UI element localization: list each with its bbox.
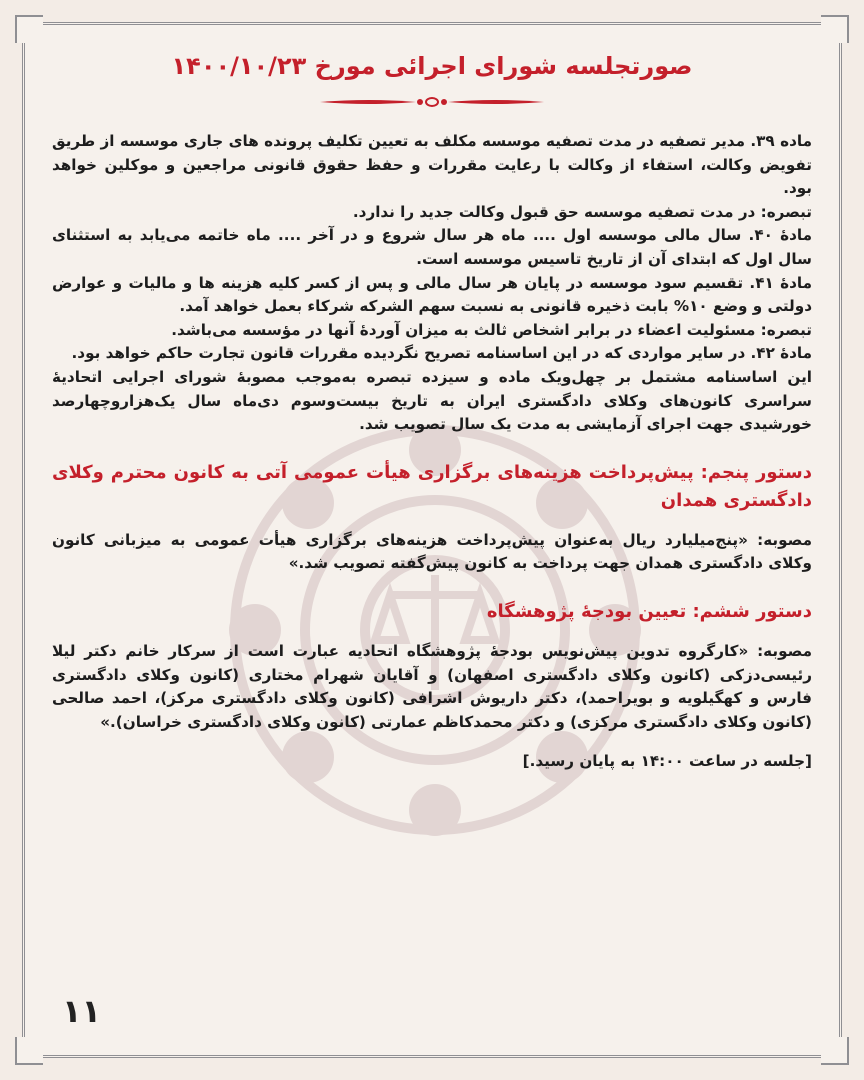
frame-corner (821, 15, 849, 43)
note-article-41: تبصره: مسئولیت اعضاء در برابر اشخاص ثالث به میزان آوردهٔ آنها در مؤسسه می‌باشد. (171, 320, 812, 339)
approval-statement: این اساسنامه مشتمل بر چهل‌ویک ماده و سیزده تبصره به‌موجب مصوبهٔ شورای اجرایی اتحادیهٔ سراسری کانون‌های وکلای دادگستری ایران به تاریخ بیست‌وسوم دی‌ماه سال یک‌هزاروچهارصد خورشیدی جهت اجرای آزمایشی به مدت یک سال تصویب شد. (52, 367, 812, 434)
agenda-5-heading: دستور پنجم: پیش‌پرداخت هزینه‌های برگزاری هیأت عمومی آتی به کانون محترم وکلای دادگستری همدان (52, 461, 812, 511)
page-number: ۱۱ (62, 992, 102, 1030)
page-title: صورتجلسه شورای اجرائی مورخ ۱۴۰۰/۱۰/۲۳ (171, 52, 693, 80)
article-39: ماده ۳۹. مدیر تصفیه در مدت تصفیه موسسه مکلف به تعیین تکلیف پرونده های جاری موسسه از طریق تفویض وکالت، استفاء از وکالت با رعایت مقررات و حفظ حقوق قانونی مراجعین و موکلین خواهد بود. (52, 132, 812, 198)
frame-corner (15, 1037, 43, 1065)
document-body (52, 130, 812, 774)
agenda-6-resolution: مصوبه: «کارگروه تدوین پیش‌نویس بودجهٔ پژوهشگاه اتحادیه عبارت است از سرکار خانم دکتر لیلا رئیسی‌دزکی (کانون وکلای دادگستری اصفهان) و آقایان شهرام مختاری (کانون وکلای دادگستری فارس و کهگیلویه و بویراحمد)، دکتر داریوش اشرافی (کانون وکلای دادگستری مرکز)، احمد صالحی (کانون وکلای دادگستری مرکزی) و دکتر محمدکاظم عمارتی (کانون وکلای دادگستری خراسان).» (52, 641, 812, 731)
frame-corner (15, 15, 43, 43)
note-article-39: تبصره: در مدت تصفیه موسسه حق قبول وکالت جدید را ندارد. (352, 202, 812, 221)
agenda-5-resolution: مصوبه: «پنج‌میلیارد ریال به‌عنوان پیش‌پرداخت هزینه‌های برگزاری هیأت عمومی به میزبانی کانون وکلای دادگستری همدان جهت پرداخت به کانون پیش‌گفته تصویب شد.» (52, 530, 812, 573)
frame-corner (821, 1037, 849, 1065)
article-41: مادهٔ ۴۱. تقسیم سود موسسه در پایان هر سال مالی و پس از کسر کلیه هزینه ها و مالیات و عوارض دولتی و وضع ۱۰% بابت ذخیره قانونی به نسبت سهم الشرکه شرکاء بعمل خواهد آمد. (52, 273, 812, 316)
article-42: مادهٔ ۴۲. در سایر مواردی که در این اساسنامه تصریح نگردیده مقررات قانون تجارت حاکم خواهد بود. (71, 344, 812, 363)
agenda-6-heading: دستور ششم: تعیین بودجهٔ پژوهشگاه (486, 600, 812, 622)
title-divider-ornament (320, 92, 544, 112)
closing-note: [جلسه در ساعت ۱۴:۰۰ به پایان رسید.] (522, 752, 812, 771)
article-40: مادهٔ ۴۰. سال مالی موسسه اول .... ماه هر سال شروع و در آخر .... ماه خاتمه می‌یابد به استثنای سال اول که ابتدای آن از تاریخ تاسیس موسسه است. (52, 226, 813, 268)
